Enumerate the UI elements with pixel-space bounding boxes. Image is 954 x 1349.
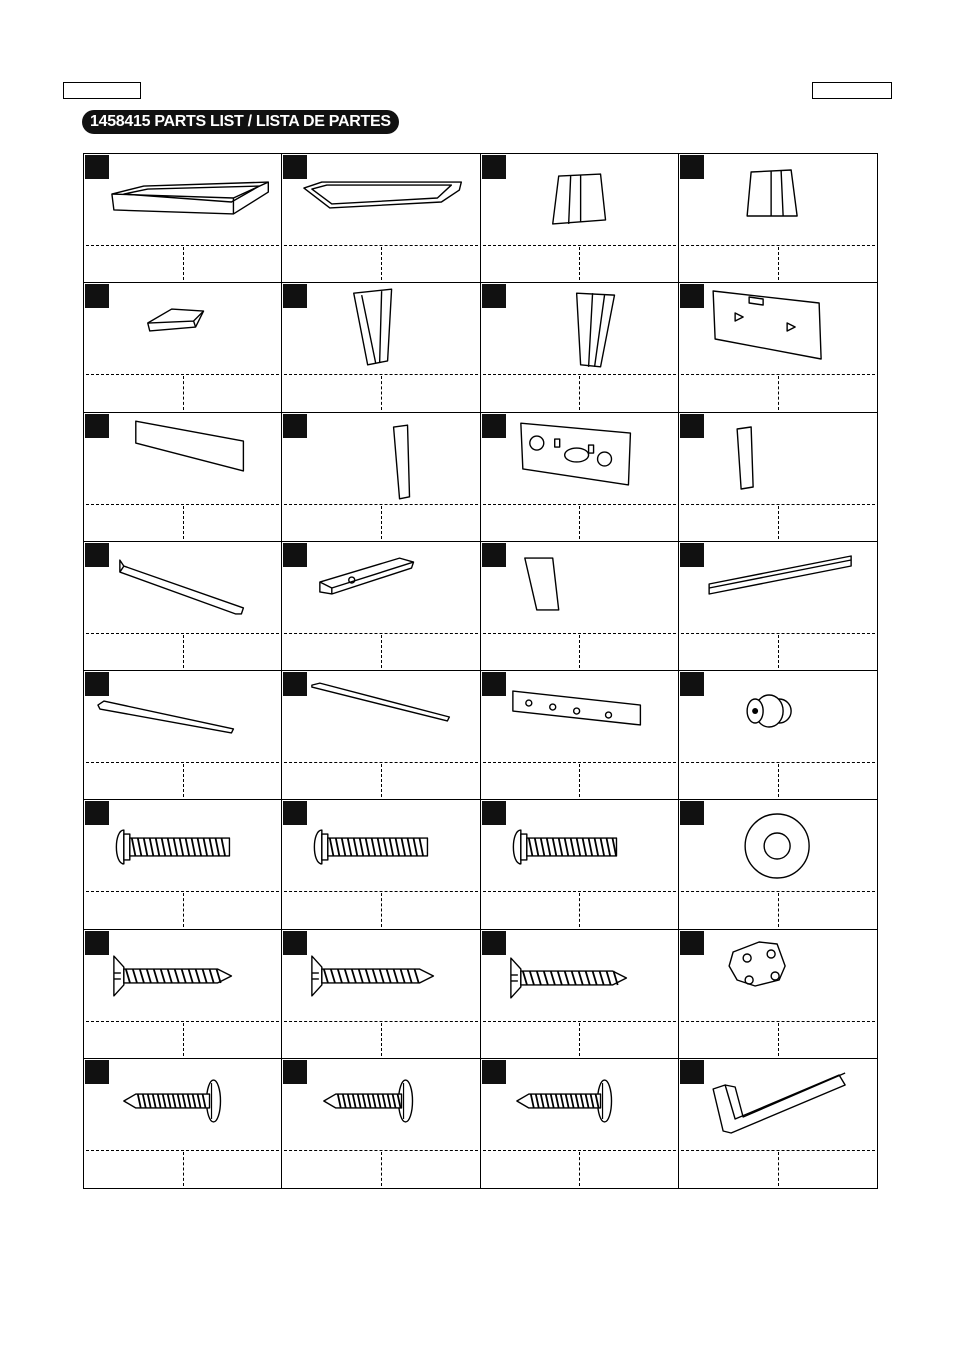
quantity-divider <box>86 245 279 246</box>
quantity-divider <box>681 245 875 246</box>
spool-knob-icon <box>679 671 877 763</box>
quantity-divider <box>681 891 875 892</box>
part-cell <box>481 542 679 671</box>
shelf-board-icon <box>282 542 479 634</box>
quantity-divider <box>284 891 477 892</box>
quantity-split <box>381 1152 382 1186</box>
left-bracket-panel-icon <box>481 154 678 246</box>
pan-screw-short-icon <box>481 1059 678 1151</box>
quantity-divider <box>86 762 279 763</box>
part-cell <box>84 800 282 929</box>
quantity-split <box>381 635 382 668</box>
part-cell <box>679 283 877 412</box>
page-number-box-right <box>812 82 892 99</box>
part-cell <box>84 413 282 542</box>
small-strip-icon <box>679 413 877 505</box>
quantity-divider <box>483 1150 676 1151</box>
quantity-split <box>381 764 382 797</box>
quantity-divider <box>681 633 875 634</box>
quantity-divider <box>86 633 279 634</box>
quantity-divider <box>483 504 676 505</box>
quantity-split <box>183 1023 184 1056</box>
part-cell <box>282 930 480 1059</box>
flat-screw-medium-icon <box>282 930 479 1022</box>
quantity-split <box>778 506 779 539</box>
part-cell <box>282 1059 480 1188</box>
quantity-split <box>579 1152 580 1186</box>
part-cell <box>84 671 282 800</box>
quantity-split <box>183 893 184 926</box>
control-panel-icon <box>481 413 678 505</box>
quantity-divider <box>86 1021 279 1022</box>
quantity-split <box>381 247 382 280</box>
part-cell <box>679 154 877 283</box>
quantity-split <box>183 635 184 668</box>
allen-wrench-icon <box>679 1059 877 1151</box>
flat-screw-short-icon <box>481 930 678 1022</box>
part-cell <box>481 930 679 1059</box>
quantity-split <box>579 635 580 668</box>
quantity-divider <box>681 1150 875 1151</box>
quantity-divider <box>681 374 875 375</box>
quantity-divider <box>86 504 279 505</box>
quantity-divider <box>86 891 279 892</box>
quantity-split <box>778 376 779 409</box>
quantity-divider <box>483 1021 676 1022</box>
table-top-panel-icon <box>282 154 479 246</box>
part-cell <box>481 283 679 412</box>
quantity-split <box>381 1023 382 1056</box>
quantity-split <box>579 376 580 409</box>
quantity-split <box>183 506 184 539</box>
quantity-split <box>579 506 580 539</box>
quantity-split <box>381 893 382 926</box>
part-cell <box>679 1059 877 1188</box>
pan-screw-long-icon <box>84 1059 281 1151</box>
part-cell <box>481 413 679 542</box>
vertical-strip-icon <box>282 413 479 505</box>
quantity-split <box>579 764 580 797</box>
part-cell <box>679 800 877 929</box>
quantity-divider <box>86 374 279 375</box>
right-leg-panel-icon <box>481 283 678 375</box>
quantity-divider <box>483 245 676 246</box>
thin-bar-icon <box>282 671 479 763</box>
side-rail-icon <box>84 413 281 505</box>
part-cell <box>84 542 282 671</box>
part-cell <box>84 154 282 283</box>
part-cell <box>282 542 480 671</box>
part-cell <box>282 283 480 412</box>
part-cell <box>679 542 877 671</box>
table-frame-icon <box>84 154 281 246</box>
quantity-divider <box>284 245 477 246</box>
quantity-divider <box>284 374 477 375</box>
quantity-divider <box>483 891 676 892</box>
part-cell <box>481 800 679 929</box>
quantity-split <box>183 247 184 280</box>
washer-icon <box>679 800 877 892</box>
part-cell <box>84 930 282 1059</box>
part-cell <box>679 413 877 542</box>
quantity-divider <box>284 762 477 763</box>
quantity-split <box>381 376 382 409</box>
quantity-split <box>778 764 779 797</box>
quantity-split <box>183 376 184 409</box>
hinge-plate-icon <box>679 930 877 1022</box>
quantity-divider <box>483 762 676 763</box>
short-bolt-icon <box>481 800 678 892</box>
parts-grid <box>83 153 878 1189</box>
quantity-split <box>778 1023 779 1056</box>
quantity-divider <box>681 504 875 505</box>
corner-block-icon <box>84 283 281 375</box>
quantity-split <box>778 1152 779 1186</box>
flat-slat-icon <box>84 671 281 763</box>
quantity-split <box>778 247 779 280</box>
quantity-split <box>778 635 779 668</box>
left-leg-panel-icon <box>282 283 479 375</box>
part-cell <box>679 930 877 1059</box>
part-cell <box>679 671 877 800</box>
part-cell <box>481 1059 679 1188</box>
quantity-split <box>183 764 184 797</box>
quantity-divider <box>284 633 477 634</box>
part-cell <box>481 154 679 283</box>
quantity-divider <box>681 762 875 763</box>
hole-bar-icon <box>481 671 678 763</box>
quantity-split <box>579 893 580 926</box>
quantity-divider <box>284 504 477 505</box>
quantity-divider <box>86 1150 279 1151</box>
quantity-split <box>183 1152 184 1186</box>
quantity-split <box>381 506 382 539</box>
quantity-split <box>579 247 580 280</box>
part-cell <box>84 283 282 412</box>
long-bolt-icon <box>84 800 281 892</box>
right-bracket-panel-icon <box>679 154 877 246</box>
parts-list-title: 1458415 PARTS LIST / LISTA DE PARTES <box>82 110 399 134</box>
support-beam-icon <box>84 542 281 634</box>
quantity-divider <box>284 1021 477 1022</box>
part-cell <box>282 413 480 542</box>
quantity-divider <box>681 1021 875 1022</box>
back-panel-icon <box>679 283 877 375</box>
quantity-split <box>778 893 779 926</box>
part-cell <box>481 671 679 800</box>
trapezoid-plate-icon <box>481 542 678 634</box>
part-cell <box>282 154 480 283</box>
pan-screw-medium-icon <box>282 1059 479 1151</box>
quantity-divider <box>284 1150 477 1151</box>
page-number-box-left <box>63 82 141 99</box>
quantity-divider <box>483 633 676 634</box>
channel-rail-icon <box>679 542 877 634</box>
quantity-split <box>579 1023 580 1056</box>
medium-bolt-icon <box>282 800 479 892</box>
part-cell <box>84 1059 282 1188</box>
part-cell <box>282 671 480 800</box>
flat-screw-long-icon <box>84 930 281 1022</box>
quantity-divider <box>483 374 676 375</box>
part-cell <box>282 800 480 929</box>
